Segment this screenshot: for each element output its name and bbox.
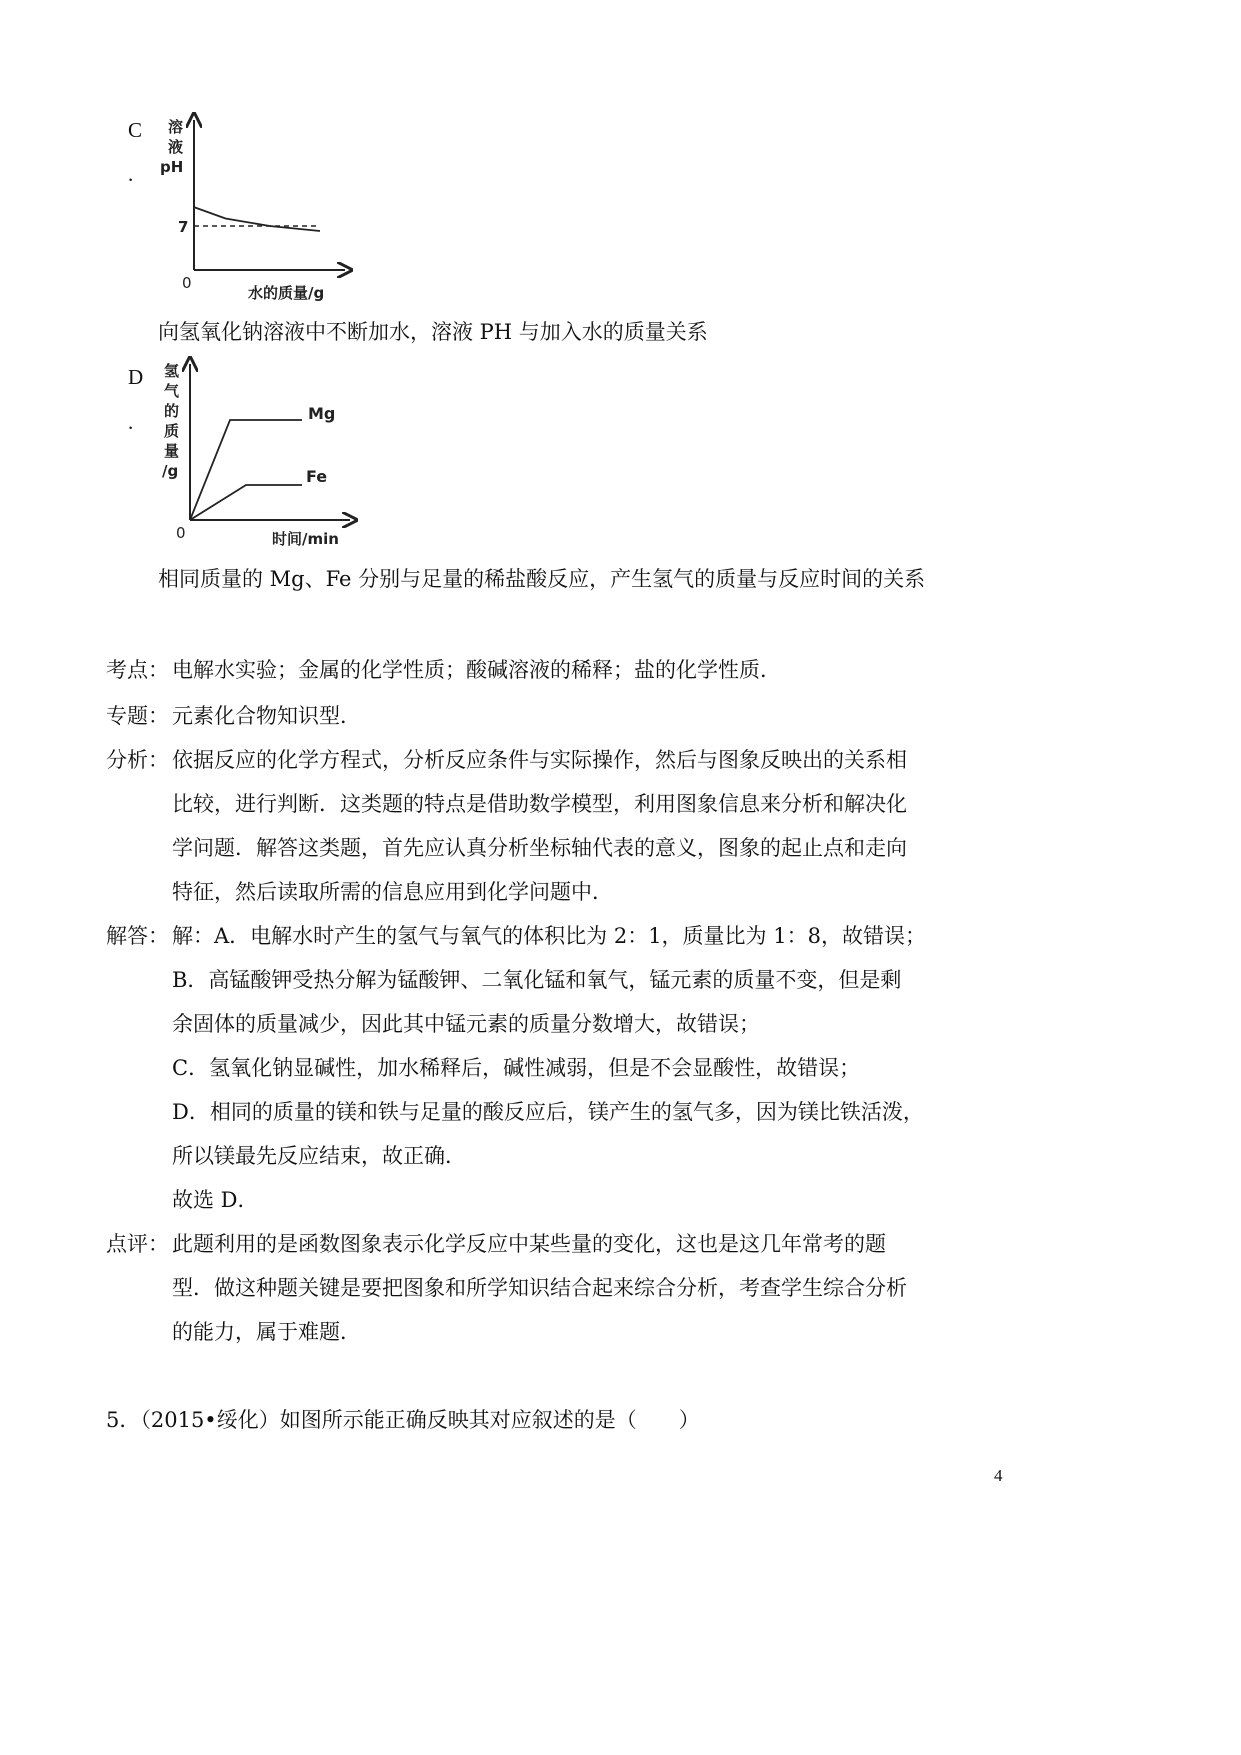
d-ylabel-3: 的 — [164, 402, 180, 420]
d-ylabel-6: /g — [162, 462, 179, 480]
option-c-dot: . — [128, 162, 134, 186]
fenxi-line-2: 比较，进行判断．这类题的特点是借助数学模型，利用图象信息来分析和解决化 — [172, 792, 907, 816]
c-xlabel: 水的质量/g — [248, 284, 325, 302]
option-d-letter: D — [128, 365, 144, 389]
d-xlabel: 时间/min — [272, 530, 339, 548]
jieda-line-5: D．相同的质量的镁和铁与足量的酸反应后，镁产生的氢气多，因为镁比铁活泼， — [172, 1100, 924, 1124]
fenxi-line-3: 学问题．解答这类题，首先应认真分析坐标轴代表的意义，图象的起止点和走向 — [172, 836, 907, 860]
page-number: 4 — [994, 1466, 1003, 1485]
d-ylabel-4: 质 — [164, 422, 180, 440]
d-series-mg — [190, 420, 302, 520]
jieda-label: 解答： — [106, 924, 169, 948]
dianping-line-1: 此题利用的是函数图象表示化学反应中某些量的变化，这也是这几年常考的题 — [172, 1232, 886, 1256]
option-c-chart — [150, 112, 360, 307]
kaodian-text: 电解水实验；金属的化学性质；酸碱溶液的稀释；盐的化学性质． — [172, 658, 781, 682]
jieda-line-3: 余固体的质量减少，因此其中锰元素的质量分数增大，故错误； — [172, 1012, 760, 1036]
jieda-line-6: 所以镁最先反应结束，故正确． — [172, 1144, 466, 1168]
c-ylabel-2: 液 — [168, 138, 184, 156]
c-origin: 0 — [182, 274, 192, 292]
option-d-dot: . — [128, 410, 134, 434]
zhuanti-label: 专题： — [106, 704, 169, 728]
option-d-chart — [150, 356, 365, 551]
jieda-line-2: B．高锰酸钾受热分解为锰酸钾、二氧化锰和氧气，锰元素的质量不变，但是剩 — [172, 968, 902, 992]
d-label-fe: Fe — [306, 467, 328, 486]
jieda-line-4: C．氢氧化钠显碱性，加水稀释后，碱性减弱，但是不会显酸性，故错误； — [172, 1056, 861, 1080]
question-5: 5．（2015•绥化）如图所示能正确反映其对应叙述的是（ ） — [106, 1408, 700, 1432]
d-origin: 0 — [176, 524, 186, 542]
d-ylabel-1: 氢 — [164, 362, 180, 380]
c-ytick-7: 7 — [178, 218, 189, 236]
fenxi-line-1: 依据反应的化学方程式，分析反应条件与实际操作，然后与图象反映出的关系相 — [172, 748, 907, 772]
dianping-line-2: 型．做这种题关键是要把图象和所学知识结合起来综合分析，考查学生综合分析 — [172, 1276, 907, 1300]
d-series-fe — [190, 485, 302, 520]
dianping-label: 点评： — [106, 1232, 169, 1256]
c-ylabel-1: 溶 — [168, 118, 184, 136]
zhuanti-text: 元素化合物知识型． — [172, 704, 361, 728]
kaodian-label: 考点： — [106, 658, 169, 682]
option-d-caption: 相同质量的 Mg、Fe 分别与足量的稀盐酸反应，产生氢气的质量与反应时间的关系 — [158, 567, 926, 591]
jieda-line-1: 解：A．电解水时产生的氢气与氧气的体积比为 2：1，质量比为 1：8，故错误； — [172, 924, 926, 948]
d-ylabel-5: 量 — [164, 442, 180, 460]
c-series-line — [194, 207, 320, 231]
dianping-line-3: 的能力，属于难题． — [172, 1320, 361, 1344]
d-ylabel-2: 气 — [164, 382, 180, 400]
fenxi-line-4: 特征，然后读取所需的信息应用到化学问题中． — [172, 880, 613, 904]
option-c-caption: 向氢氧化钠溶液中不断加水，溶液 PH 与加入水的质量关系 — [158, 320, 708, 344]
jieda-line-7: 故选 D． — [172, 1188, 259, 1212]
c-ylabel-3: pH — [160, 158, 184, 176]
fenxi-label: 分析： — [106, 748, 169, 772]
d-label-mg: Mg — [308, 404, 336, 423]
option-c-letter: C — [128, 118, 143, 142]
